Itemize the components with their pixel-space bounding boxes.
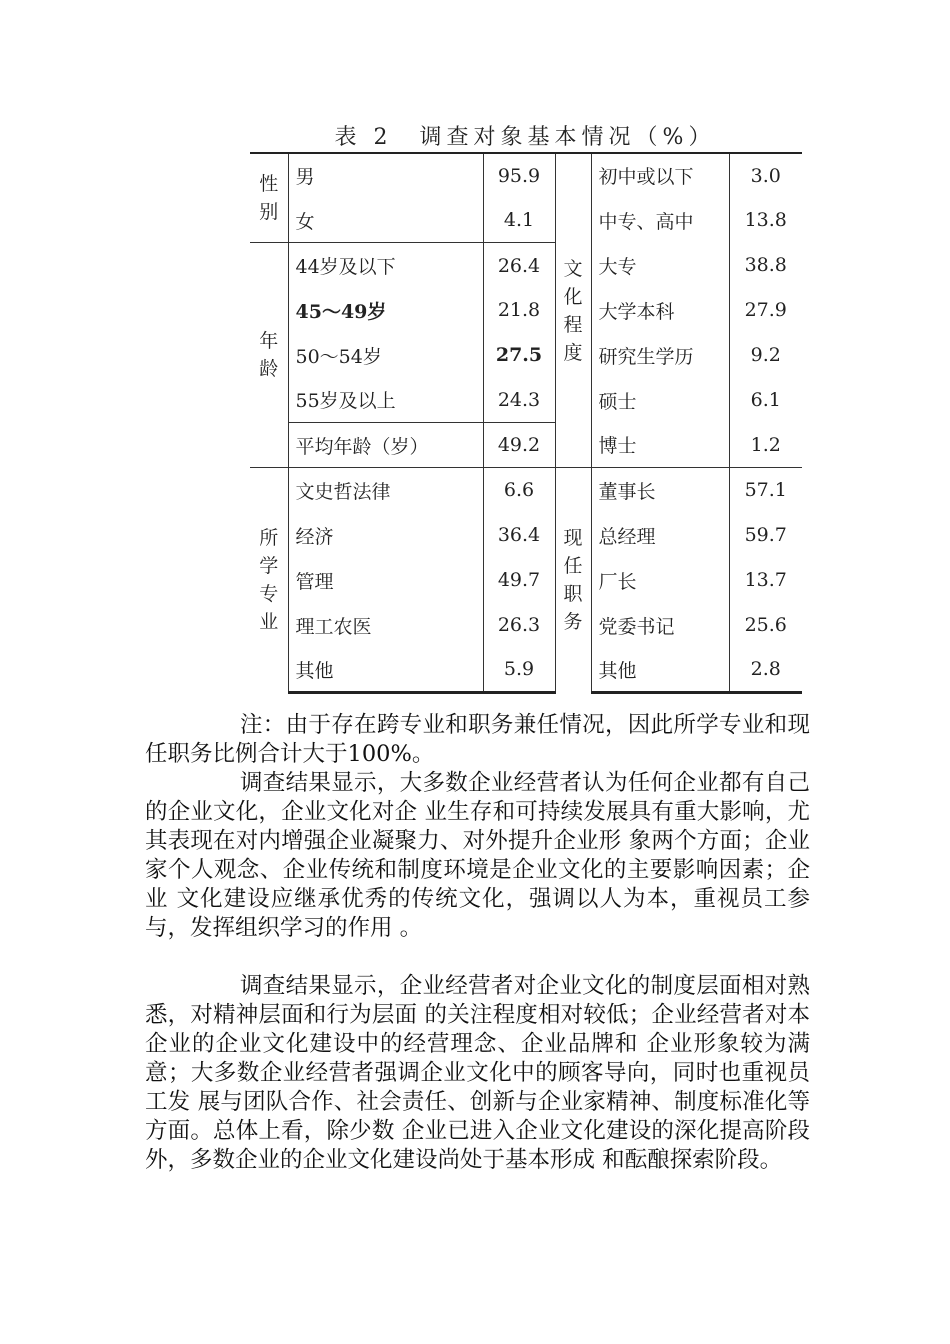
row-label: 博士: [598, 435, 637, 458]
row-label: 大专: [598, 255, 637, 278]
table-row: [250, 647, 802, 692]
row-value: 6.6: [483, 468, 555, 513]
table-row: [250, 243, 802, 288]
row-label: 初中或以下: [591, 153, 729, 198]
paragraph-2: 调查结果显示，企业经营者对企业文化的制度层面相对熟悉，对精神层面和行为层面 的关注程度相对较低；企业经营者对本企业的企业文化建设中的经营理念、企业品牌和 企业形象较为满意；大多数企业经营者强调企业文化中的顾客导向，同时也重视员工发 展与团队合作、社会责任、创新与企业家精神、制度标准化等方面。总体上看，除少数 企业已进入企业文化建设的深化提高阶段外，多数企业的企业文化建设尚处于基本形成 和酝酿探索阶段。: [145, 973, 810, 1173]
table-row: [250, 423, 802, 468]
row-label: 硕士: [598, 390, 637, 413]
row-label: 55岁及以上: [295, 390, 396, 413]
table-row: [250, 288, 802, 333]
row-value: 13.7: [729, 558, 802, 603]
row-label: 女: [295, 210, 315, 233]
category-major: 所学专业: [250, 468, 288, 693]
row-label: 50～54岁: [295, 345, 382, 368]
row-value: 38.8: [729, 243, 802, 288]
row-value: 4.1: [483, 198, 555, 243]
row-value: 6.1: [729, 378, 802, 423]
row-value: 27.9: [729, 288, 802, 333]
paragraph-1: 调查结果显示，大多数企业经营者认为任何企业都有自己的企业文化，企业文化对企 业生存和可持续发展具有重大影响，尤其表现在对内增强企业凝聚力、对外提升企业形 象两个方面；企业家个人观念、企业传统和制度环境是企业文化的主要影响因素；企业 文化建设应继承优秀的传统文化，强调以人为本，重视员工参与，发挥组织学习的作用 。: [145, 770, 810, 941]
row-label: 平均年龄（岁）: [288, 423, 483, 468]
survey-table: [250, 152, 802, 694]
row-value: 57.1: [729, 468, 802, 513]
row-label: 董事长: [591, 468, 729, 513]
row-label: 44岁及以下: [288, 243, 483, 288]
row-value: 26.3: [483, 603, 555, 648]
row-value: 27.5: [483, 333, 555, 378]
row-value: 5.9: [483, 647, 555, 692]
table-row: [250, 333, 802, 378]
row-label: 其他: [288, 647, 483, 692]
table-row: [250, 558, 802, 603]
row-label: 中专、高中: [598, 210, 694, 233]
row-value: 9.2: [729, 333, 802, 378]
row-label: 其他: [591, 647, 729, 692]
row-label: 厂长: [598, 570, 637, 593]
table-row: [250, 468, 802, 513]
row-value: 26.4: [483, 243, 555, 288]
row-value: 25.6: [729, 603, 802, 648]
row-label: 大学本科: [598, 300, 675, 323]
row-label: 经济: [295, 525, 334, 548]
row-label: 理工农医: [295, 615, 372, 638]
row-value: 36.4: [483, 513, 555, 558]
row-value: 21.8: [483, 288, 555, 333]
row-label: 管理: [295, 570, 334, 593]
row-label: 文史哲法律: [288, 468, 483, 513]
table-caption: 表 2 调查对象基本情况（%）: [334, 125, 716, 150]
row-value: 24.3: [483, 378, 555, 423]
row-label: 总经理: [598, 525, 656, 548]
row-label: 研究生学历: [598, 345, 694, 368]
row-value: 1.2: [729, 423, 802, 468]
table-row: [250, 378, 802, 423]
row-value: 49.7: [483, 558, 555, 603]
table-row: [250, 153, 802, 198]
row-label: 45～49岁: [295, 300, 387, 323]
table-row: [250, 198, 802, 243]
table-row: [250, 603, 802, 648]
table-note: 注：由于存在跨专业和职务兼任情况，因此所学专业和现任职务比例合计大于100%。: [145, 712, 810, 767]
row-value: 95.9: [483, 153, 555, 198]
row-label: 男: [288, 153, 483, 198]
row-label: 党委书记: [598, 615, 675, 638]
table-row: [250, 513, 802, 558]
row-value: 13.8: [729, 198, 802, 243]
row-value: 3.0: [729, 153, 802, 198]
row-value: 49.2: [483, 423, 555, 468]
category-age: 年龄: [250, 243, 288, 468]
category-education: 文化程度: [555, 153, 591, 468]
category-position: 现任职务: [555, 468, 591, 693]
row-value: 59.7: [729, 513, 802, 558]
category-gender: 性别: [250, 153, 288, 243]
row-value: 2.8: [729, 647, 802, 692]
